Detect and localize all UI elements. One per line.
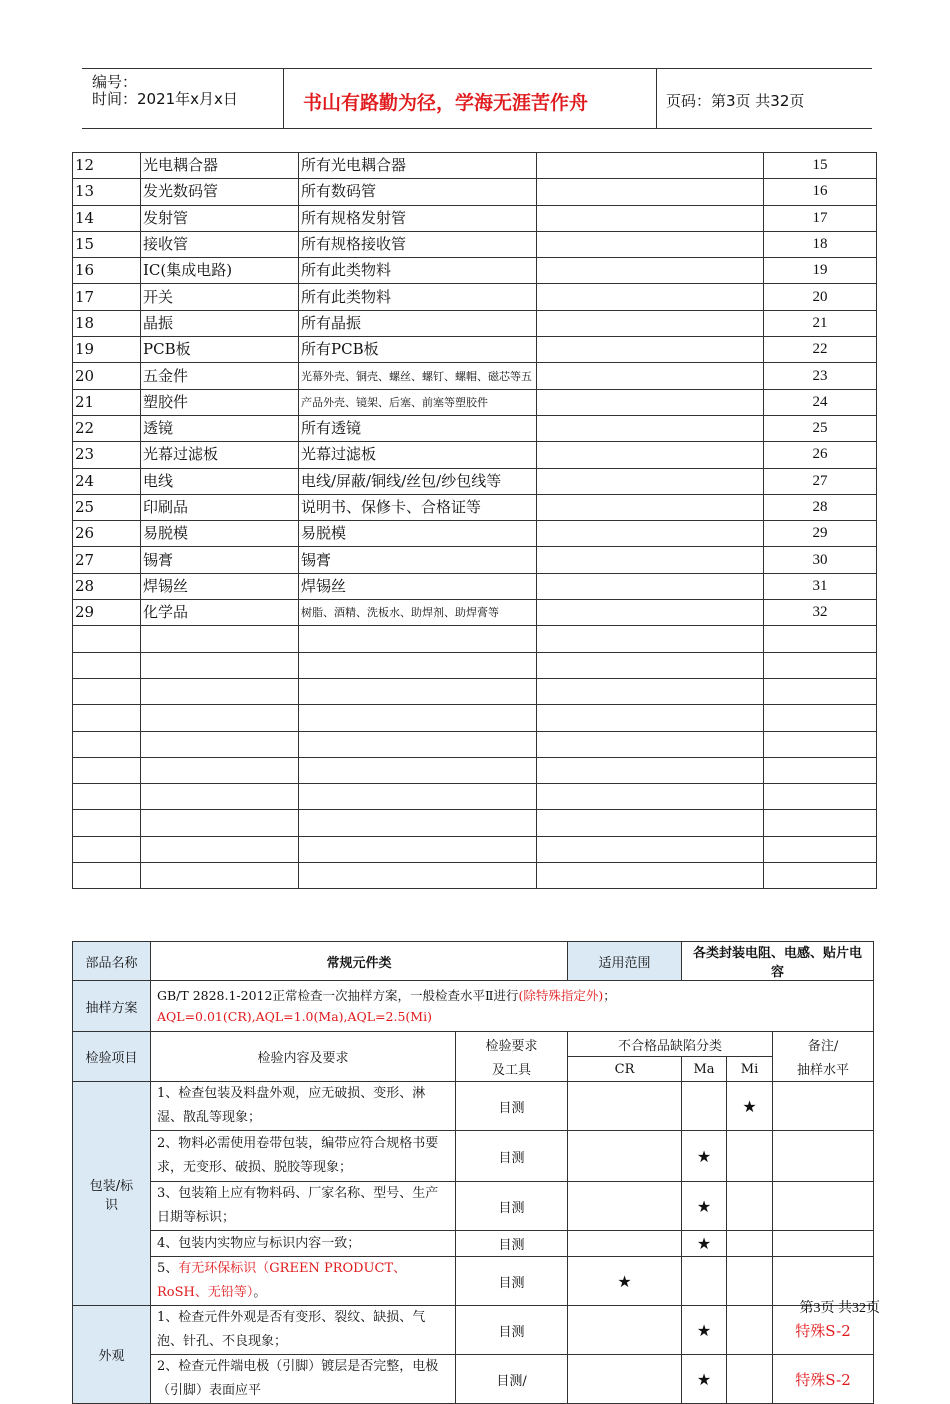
- index-number: 25: [73, 494, 141, 520]
- inspection-group-name: [73, 1082, 151, 1306]
- inspection-tool: 目测: [456, 1306, 568, 1355]
- header-number-label: 编号：: [92, 73, 138, 91]
- inspection-tool: 目测: [456, 1231, 568, 1257]
- index-part-name: 印刷品: [141, 494, 299, 520]
- index-empty-cell: [141, 757, 299, 783]
- group-name-line1: 外观: [98, 1349, 125, 1364]
- index-number: 20: [73, 363, 141, 389]
- defect-cr-cell: [568, 1131, 682, 1182]
- index-page: 21: [764, 310, 877, 336]
- cr-header: CR: [568, 1057, 682, 1082]
- sampling-line1-main: GB/T 2828.1-2012正常检查一次抽样方案，一般检查水平Ⅱ进行: [157, 988, 519, 1003]
- scope-label: 适用范围: [568, 942, 682, 981]
- index-scope: 易脱模: [299, 521, 537, 547]
- index-empty-cell: [537, 705, 764, 731]
- index-page: 26: [764, 442, 877, 468]
- index-scope: 说明书、保修卡、合格证等: [299, 494, 537, 520]
- index-scope: 产品外壳、镜架、后塞、前塞等塑胶件: [299, 389, 537, 415]
- index-page: 20: [764, 284, 877, 310]
- index-note: [537, 573, 764, 599]
- index-note: [537, 600, 764, 626]
- inspection-content: 1、检查包装及料盘外观，应无破损、变形、淋湿、散乱等现象；: [151, 1082, 456, 1131]
- index-empty-cell: [73, 836, 141, 862]
- index-empty-row: [73, 836, 877, 862]
- index-empty-cell: [141, 678, 299, 704]
- index-row: [73, 521, 877, 547]
- index-number: 24: [73, 468, 141, 494]
- index-empty-cell: [141, 705, 299, 731]
- index-empty-cell: [73, 652, 141, 678]
- index-page: 24: [764, 389, 877, 415]
- index-empty-cell: [764, 731, 877, 757]
- index-empty-cell: [141, 731, 299, 757]
- index-page: 30: [764, 547, 877, 573]
- index-note: [537, 521, 764, 547]
- index-number: 23: [73, 442, 141, 468]
- index-part-name: 五金件: [141, 363, 299, 389]
- defect-mi-cell: [727, 1131, 773, 1182]
- defect-cr-cell: [568, 1182, 682, 1231]
- index-row: [73, 337, 877, 363]
- inspection-remark: 特殊S-2: [773, 1306, 874, 1355]
- index-row: [73, 153, 877, 179]
- defect-ma-cell: [682, 1182, 727, 1231]
- mi-header: Mi: [727, 1057, 773, 1082]
- index-scope: 光幕过滤板: [299, 442, 537, 468]
- defect-ma-cell: [682, 1231, 727, 1257]
- defect-mi-cell: [727, 1082, 773, 1131]
- defect-label: 不合格品缺陷分类: [568, 1032, 773, 1057]
- part-name-label: 部品名称: [73, 942, 151, 981]
- index-page: 18: [764, 231, 877, 257]
- index-empty-cell: [537, 863, 764, 889]
- index-page: 19: [764, 258, 877, 284]
- ma-header: Ma: [682, 1057, 727, 1082]
- defect-mi-cell: [727, 1257, 773, 1306]
- inspection-content: 1、检查元件外观是否有变形、裂纹、缺损、气泡、针孔、不良现象；: [151, 1306, 456, 1355]
- index-empty-cell: [141, 863, 299, 889]
- index-part-name: IC(集成电路): [141, 258, 299, 284]
- index-page: 15: [764, 153, 877, 179]
- index-note: [537, 337, 764, 363]
- index-scope: 所有PCB板: [299, 337, 537, 363]
- index-scope: 所有光电耦合器: [299, 153, 537, 179]
- index-note: [537, 415, 764, 441]
- index-note: [537, 258, 764, 284]
- index-row: [73, 442, 877, 468]
- inspection-tool: 目测: [456, 1182, 568, 1231]
- item-label: 检验项目: [73, 1032, 151, 1082]
- index-empty-cell: [73, 678, 141, 704]
- index-empty-cell: [299, 652, 537, 678]
- index-note: [537, 389, 764, 415]
- header-divider-left: [283, 68, 284, 128]
- sampling-label: 抽样方案: [73, 981, 151, 1032]
- index-row: [73, 363, 877, 389]
- index-empty-cell: [73, 784, 141, 810]
- index-note: [537, 284, 764, 310]
- inspection-content: 4、包装内实物应与标识内容一致；: [151, 1231, 456, 1257]
- inspection-remark: [773, 1131, 874, 1182]
- inspection-tool: 目测: [456, 1131, 568, 1182]
- index-note: [537, 231, 764, 257]
- index-note: [537, 205, 764, 231]
- index-empty-row: [73, 678, 877, 704]
- index-row: [73, 205, 877, 231]
- index-empty-row: [73, 731, 877, 757]
- inspection-row: [73, 1082, 874, 1131]
- index-empty-row: [73, 705, 877, 731]
- index-empty-cell: [764, 678, 877, 704]
- index-scope: 电线/屏蔽/铜线/丝包/纱包线等: [299, 468, 537, 494]
- defect-ma-cell: [682, 1306, 727, 1355]
- index-empty-row: [73, 784, 877, 810]
- header-bottom-rule: [82, 128, 872, 129]
- inspection-row: [73, 1355, 874, 1404]
- req-label-2: 及工具: [456, 1057, 568, 1082]
- index-number: 27: [73, 547, 141, 573]
- index-part-name: 发射管: [141, 205, 299, 231]
- index-empty-cell: [141, 810, 299, 836]
- index-note: [537, 179, 764, 205]
- inspection-tool: 目测/: [456, 1355, 568, 1404]
- index-number: 21: [73, 389, 141, 415]
- index-empty-row: [73, 863, 877, 889]
- index-scope: 光幕外壳、铜壳、螺丝、螺钉、螺帽、磁芯等五: [299, 363, 537, 389]
- index-row: [73, 179, 877, 205]
- index-note: [537, 310, 764, 336]
- scope-value: 各类封装电阻、电感、贴片电容: [682, 942, 874, 981]
- index-empty-cell: [537, 652, 764, 678]
- content-prefix: 5、: [157, 1261, 179, 1276]
- index-number: 22: [73, 415, 141, 441]
- index-empty-row: [73, 626, 877, 652]
- content-suffix: 。: [253, 1285, 267, 1300]
- defect-mi-cell: [727, 1355, 773, 1404]
- sampling-line1-exception: (除特殊指定外): [518, 988, 604, 1003]
- index-number: 16: [73, 258, 141, 284]
- defect-cr-cell: [568, 1355, 682, 1404]
- index-scope: 所有晶振: [299, 310, 537, 336]
- defect-mi-cell: [727, 1231, 773, 1257]
- index-empty-cell: [299, 678, 537, 704]
- index-number: 13: [73, 179, 141, 205]
- index-part-name: 化学品: [141, 600, 299, 626]
- index-part-name: 透镜: [141, 415, 299, 441]
- index-scope: 所有数码管: [299, 179, 537, 205]
- index-number: 18: [73, 310, 141, 336]
- inspection-table: [72, 941, 874, 1404]
- index-part-name: 焊锡丝: [141, 573, 299, 599]
- index-page: 27: [764, 468, 877, 494]
- inspection-remark: [773, 1182, 874, 1231]
- index-empty-cell: [141, 626, 299, 652]
- inspection-content: 2、检查元件端电极（引脚）镀层是否完整，电极（引脚）表面应平: [151, 1355, 456, 1404]
- index-part-name: 接收管: [141, 231, 299, 257]
- inspection-tool: 目测: [456, 1082, 568, 1131]
- part-name-value: 常规元件类: [151, 942, 568, 981]
- index-empty-cell: [537, 784, 764, 810]
- header-divider-right: [656, 68, 657, 128]
- defect-cr-cell: [568, 1231, 682, 1257]
- index-part-name: PCB板: [141, 337, 299, 363]
- inspection-tool: 目测: [456, 1257, 568, 1306]
- defect-cr-cell: [568, 1257, 682, 1306]
- index-row: [73, 231, 877, 257]
- index-empty-cell: [764, 784, 877, 810]
- index-row: [73, 547, 877, 573]
- index-part-name: 发光数码管: [141, 179, 299, 205]
- index-empty-cell: [537, 626, 764, 652]
- index-empty-cell: [73, 731, 141, 757]
- index-page: 17: [764, 205, 877, 231]
- index-empty-cell: [141, 836, 299, 862]
- defect-ma-cell: [682, 1082, 727, 1131]
- index-number: 15: [73, 231, 141, 257]
- index-note: [537, 153, 764, 179]
- index-empty-cell: [299, 784, 537, 810]
- index-number: 29: [73, 600, 141, 626]
- index-part-name: 开关: [141, 284, 299, 310]
- index-row: [73, 573, 877, 599]
- star-icon: ★: [617, 1271, 632, 1291]
- content-label: 检验内容及要求: [151, 1032, 456, 1082]
- index-note: [537, 442, 764, 468]
- index-empty-cell: [299, 863, 537, 889]
- sampling-plan: [151, 981, 874, 1032]
- index-empty-cell: [537, 731, 764, 757]
- index-empty-cell: [299, 757, 537, 783]
- index-number: 17: [73, 284, 141, 310]
- defect-cr-cell: [568, 1306, 682, 1355]
- index-scope: 锡膏: [299, 547, 537, 573]
- index-number: 28: [73, 573, 141, 599]
- group-name-line1: 包装/标: [89, 1178, 134, 1194]
- sampling-line1-end: ；: [603, 988, 616, 1003]
- index-scope: 所有规格接收管: [299, 231, 537, 257]
- index-empty-cell: [764, 810, 877, 836]
- remark-label-2: 抽样水平: [773, 1057, 874, 1082]
- inspection-row: [73, 1231, 874, 1257]
- header-time-label: 时间：2021年x月x日: [92, 90, 238, 108]
- index-part-name: 电线: [141, 468, 299, 494]
- index-empty-cell: [73, 757, 141, 783]
- defect-mi-cell: [727, 1182, 773, 1231]
- index-page: 29: [764, 521, 877, 547]
- index-empty-cell: [764, 757, 877, 783]
- index-empty-cell: [73, 863, 141, 889]
- index-page: 23: [764, 363, 877, 389]
- index-empty-cell: [537, 678, 764, 704]
- index-empty-cell: [141, 784, 299, 810]
- inspection-row: [73, 1182, 874, 1231]
- index-number: 26: [73, 521, 141, 547]
- index-empty-cell: [764, 705, 877, 731]
- index-number: 19: [73, 337, 141, 363]
- index-row: [73, 258, 877, 284]
- inspection-content: 3、包装箱上应有物料码、厂家名称、型号、生产日期等标识；: [151, 1182, 456, 1231]
- remark-label-1: 备注/: [773, 1032, 874, 1057]
- index-number: 12: [73, 153, 141, 179]
- index-page: 22: [764, 337, 877, 363]
- star-icon: ★: [696, 1234, 712, 1253]
- inspection-remark: [773, 1231, 874, 1257]
- index-note: [537, 547, 764, 573]
- index-row: [73, 389, 877, 415]
- index-empty-cell: [299, 705, 537, 731]
- header-slogan: 书山有路勤为径，学海无涯苦作舟: [303, 92, 589, 114]
- index-part-name: 锡膏: [141, 547, 299, 573]
- index-scope: 所有透镜: [299, 415, 537, 441]
- index-note: [537, 468, 764, 494]
- index-empty-cell: [764, 863, 877, 889]
- index-page: 25: [764, 415, 877, 441]
- index-empty-row: [73, 757, 877, 783]
- content-text: 有无环保标识（GREEN PRODUCT、RoSH、无铅等）: [157, 1261, 407, 1300]
- index-empty-row: [73, 652, 877, 678]
- index-empty-cell: [764, 626, 877, 652]
- index-row: [73, 284, 877, 310]
- star-icon: ★: [696, 1146, 712, 1166]
- inspection-row: [73, 1306, 874, 1355]
- index-empty-cell: [537, 810, 764, 836]
- inspection-row: [73, 1257, 874, 1306]
- index-scope: 焊锡丝: [299, 573, 537, 599]
- star-icon: ★: [696, 1196, 712, 1216]
- sampling-aql: AQL=0.01(CR),AQL=1.0(Ma),AQL=2.5(Mi): [157, 1009, 432, 1024]
- index-part-name: 光电耦合器: [141, 153, 299, 179]
- header-page-label: 页码：第3页 共32页: [666, 92, 805, 110]
- index-page: 31: [764, 573, 877, 599]
- index-page: 32: [764, 600, 877, 626]
- index-page: 28: [764, 494, 877, 520]
- index-empty-cell: [764, 652, 877, 678]
- index-empty-cell: [299, 836, 537, 862]
- index-empty-cell: [73, 810, 141, 836]
- index-row: [73, 415, 877, 441]
- index-empty-cell: [299, 731, 537, 757]
- header-top-rule: [82, 68, 872, 69]
- index-table: [72, 152, 877, 889]
- inspection-remark: [773, 1082, 874, 1131]
- index-scope: 所有此类物料: [299, 284, 537, 310]
- index-empty-cell: [764, 836, 877, 862]
- index-note: [537, 363, 764, 389]
- star-icon: ★: [742, 1096, 757, 1116]
- index-note: [537, 494, 764, 520]
- inspection-group-name: [73, 1306, 151, 1404]
- inspection-content: 2、物料必需使用卷带包装，编带应符合规格书要求，无变形、破损、脱胶等现象；: [151, 1131, 456, 1182]
- inspection-remark: 特殊S-2: [773, 1355, 874, 1404]
- index-row: [73, 600, 877, 626]
- group-name-line2: 识: [104, 1197, 118, 1213]
- index-scope: 所有规格发射管: [299, 205, 537, 231]
- page-footer: 第3页 共32页: [799, 1301, 880, 1316]
- index-row: [73, 494, 877, 520]
- index-row: [73, 468, 877, 494]
- index-part-name: 晶振: [141, 310, 299, 336]
- index-page: 16: [764, 179, 877, 205]
- inspection-content: [151, 1257, 456, 1306]
- index-row: [73, 310, 877, 336]
- inspection-row: [73, 1131, 874, 1182]
- index-part-name: 光幕过滤板: [141, 442, 299, 468]
- defect-cr-cell: [568, 1082, 682, 1131]
- index-empty-cell: [299, 810, 537, 836]
- star-icon: ★: [696, 1369, 712, 1389]
- index-scope: 所有此类物料: [299, 258, 537, 284]
- defect-ma-cell: [682, 1131, 727, 1182]
- index-empty-cell: [537, 757, 764, 783]
- req-label-1: 检验要求: [456, 1032, 568, 1057]
- index-empty-cell: [73, 705, 141, 731]
- index-part-name: 塑胶件: [141, 389, 299, 415]
- index-empty-cell: [73, 626, 141, 652]
- index-empty-row: [73, 810, 877, 836]
- index-empty-cell: [537, 836, 764, 862]
- star-icon: ★: [696, 1320, 712, 1340]
- index-empty-cell: [141, 652, 299, 678]
- index-number: 14: [73, 205, 141, 231]
- index-scope: 树脂、酒精、洗板水、助焊剂、助焊膏等: [299, 600, 537, 626]
- defect-mi-cell: [727, 1306, 773, 1355]
- index-empty-cell: [299, 626, 537, 652]
- defect-ma-cell: [682, 1355, 727, 1404]
- index-part-name: 易脱模: [141, 521, 299, 547]
- defect-ma-cell: [682, 1257, 727, 1306]
